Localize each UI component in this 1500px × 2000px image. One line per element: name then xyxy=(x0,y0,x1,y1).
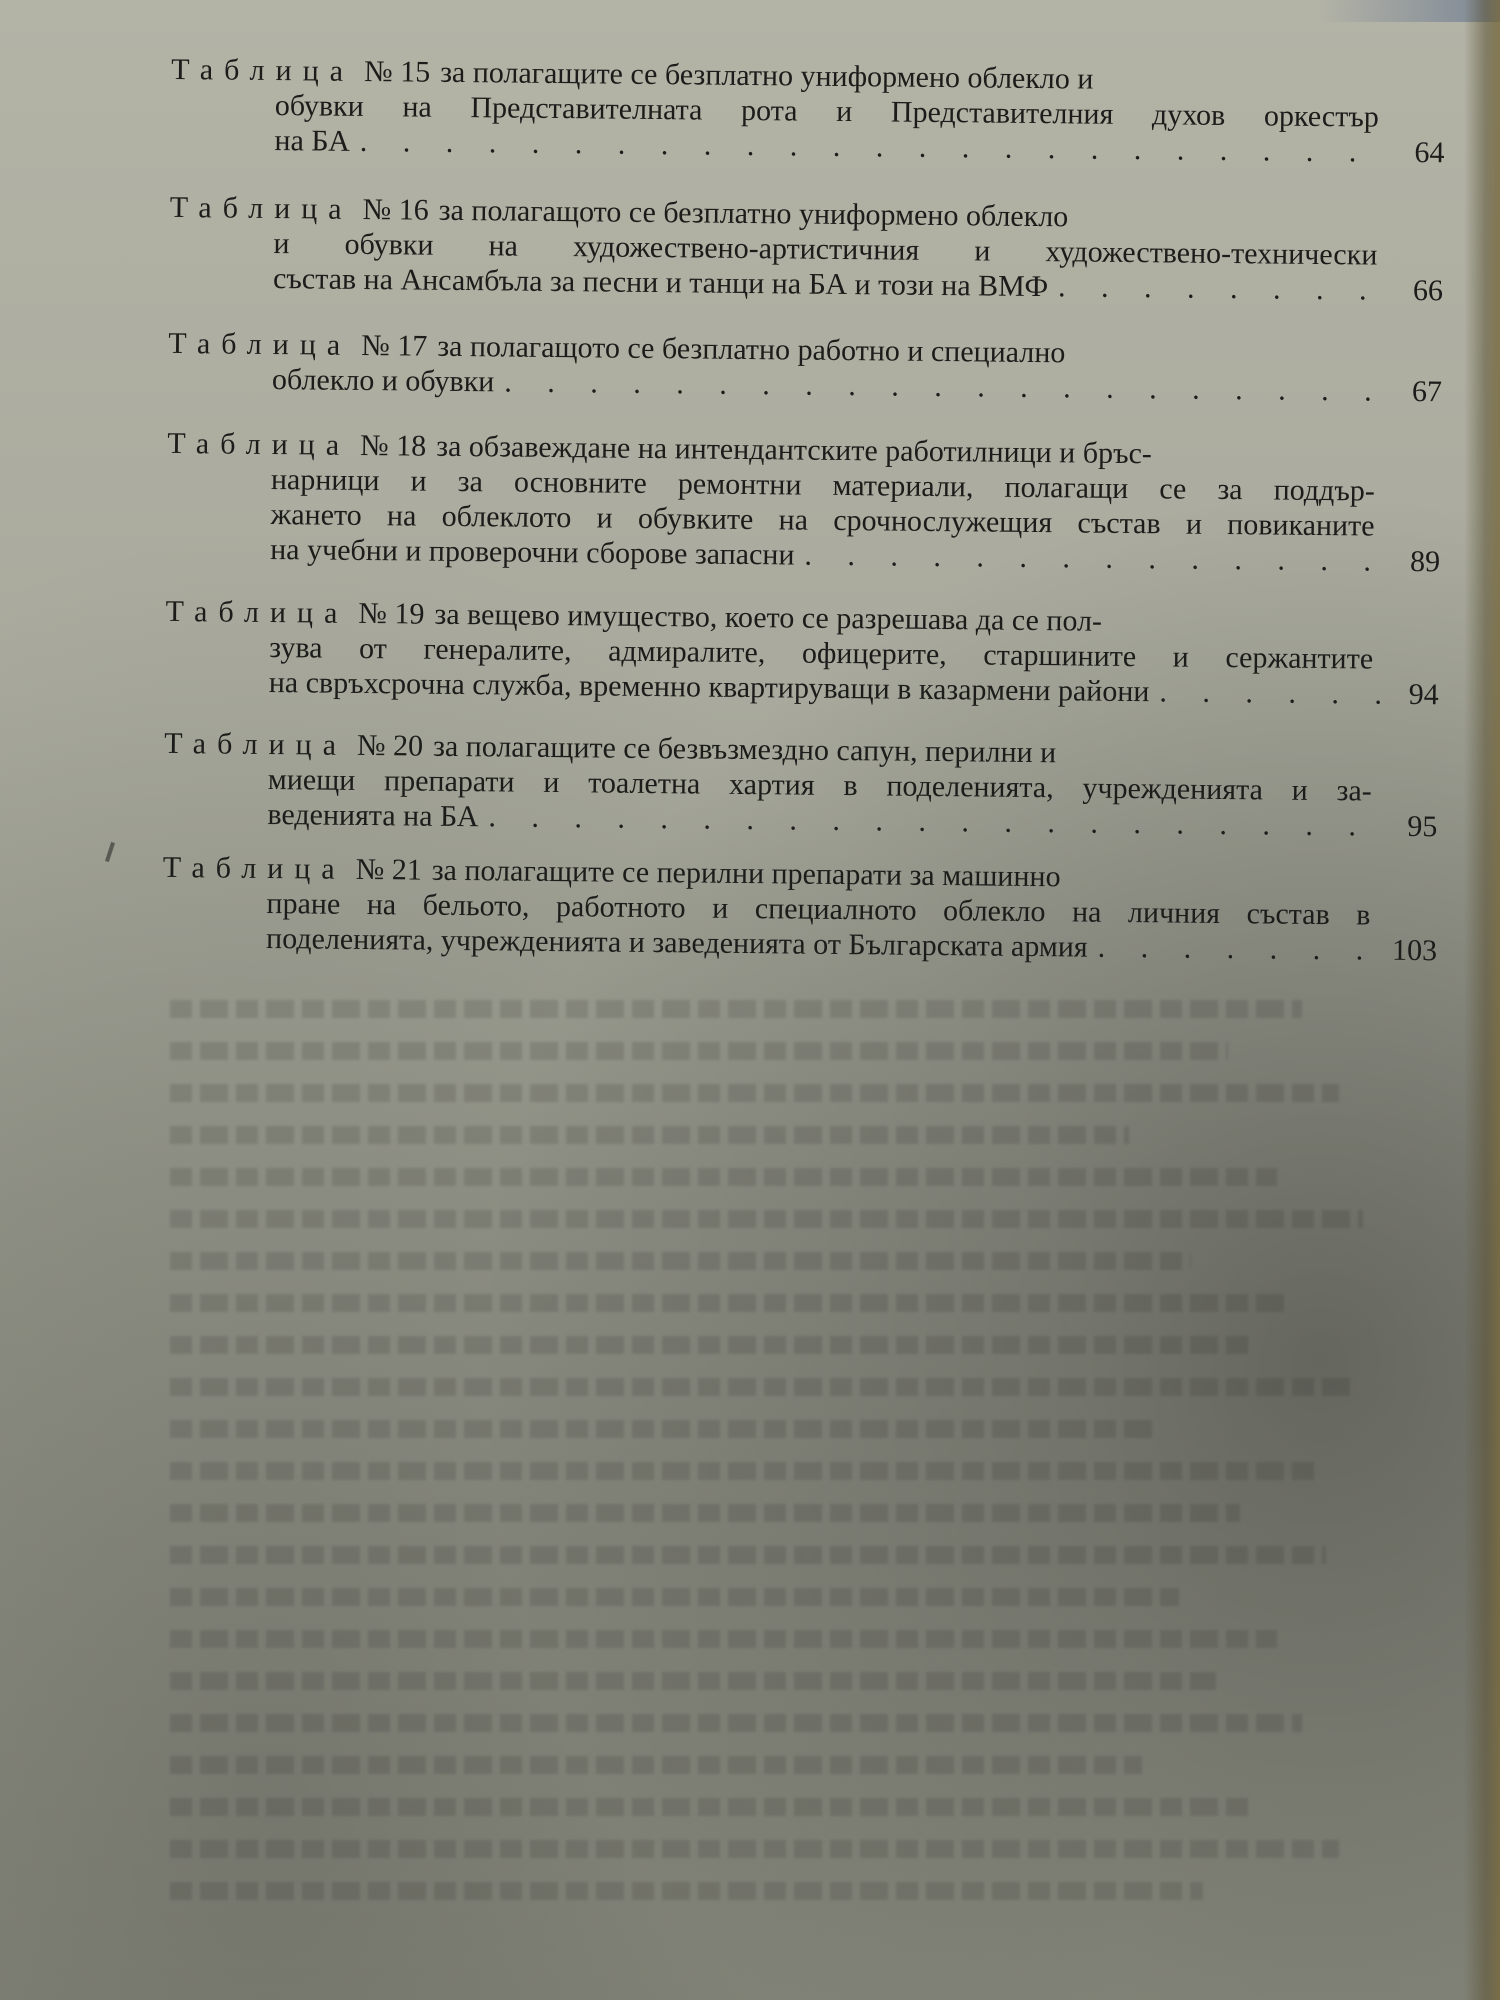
entry-number: № 20 xyxy=(356,728,424,763)
entry-title-start: за полагащите се перилни препарати за машинно xyxy=(431,853,1061,894)
toc-entry xyxy=(166,426,1441,579)
show-through-text xyxy=(170,1000,1400,1960)
entry-title-line: обувки на Представителната рота и Представителния духов оркестър xyxy=(274,89,1379,134)
entry-label: Таблица xyxy=(168,326,352,362)
entry-label: Таблица xyxy=(169,190,353,226)
entry-label: Таблица xyxy=(167,426,351,462)
entry-title-start: за обзавеждане на интендантските работилници и бръс- xyxy=(436,429,1153,471)
entry-label: Таблица xyxy=(171,52,355,88)
page-number: 66 xyxy=(1412,273,1444,308)
entry-title-start: за вещево имущество, което се разрешава да се пол- xyxy=(434,597,1103,638)
toc-entry xyxy=(168,326,1443,409)
toc-entry xyxy=(165,594,1440,712)
entry-title-start: за полагащите се безплатно униформено облекло и xyxy=(439,55,1094,96)
page-number: 67 xyxy=(1411,374,1443,409)
dot-leader xyxy=(1159,674,1385,711)
toc-entry xyxy=(170,52,1445,170)
entry-number: № 16 xyxy=(362,192,429,227)
page-number: 94 xyxy=(1408,677,1439,712)
page-number: 89 xyxy=(1409,544,1441,579)
dot-leader xyxy=(1098,930,1383,968)
page-number: 103 xyxy=(1391,933,1438,968)
entry-title-line: миещи препарати и тоалетна хартия в поделенията, учрежденията и за- xyxy=(267,762,1372,808)
entry-label: Таблица xyxy=(164,726,348,762)
entry-title-line: състав на Ансамбъла за песни и танци на БА и този на ВМФ xyxy=(272,262,1049,304)
entry-title-line: на учебни и проверочни сборове запасни xyxy=(270,533,795,572)
entry-title-line: зува от генералите, адмиралите, офицерите, старшините и сержантите xyxy=(269,631,1374,676)
entry-title-start: за полагащите се безвъзмездно сапун, перилни и xyxy=(432,729,1057,770)
entry-title-line: пране на бельото, работното и специалното облекло на личния състав в xyxy=(266,886,1371,932)
entry-title-line: нарници и за основните ремонтни материали, полагащи се за поддър- xyxy=(270,463,1376,508)
entry-title-line: веденията на БА xyxy=(267,797,479,834)
entry-title-start: за полагащото се безплатно униформено облекло xyxy=(438,193,1069,234)
toc-entry xyxy=(162,850,1437,968)
toc-entry xyxy=(163,726,1438,844)
entry-number: № 21 xyxy=(355,852,422,887)
entry-label: Таблица xyxy=(162,850,346,886)
entry-title-start: за полагащото се безплатно работно и специално xyxy=(437,329,1066,370)
entry-number: № 18 xyxy=(359,428,427,463)
entry-number: № 15 xyxy=(363,54,431,89)
toc-entry xyxy=(169,190,1444,308)
entry-number: № 17 xyxy=(361,328,428,363)
entry-title-line: облекло и обувки xyxy=(271,363,495,399)
entry-title-line: поделенията, учрежденията и заведенията от Българската армия xyxy=(265,921,1088,964)
entry-title-line: и обувки на художествено-артистичния и художествено-технически xyxy=(273,227,1378,272)
page-number: 95 xyxy=(1407,809,1438,844)
entry-title-line: жането на облеклото и обувките на срочнослужещия състав и повиканите xyxy=(270,498,1375,543)
entry-title-line: на БА xyxy=(274,124,351,158)
entry-title-line: на свръхсрочна служба, временно квартируващи в казармени райони xyxy=(268,665,1150,709)
dot-leader xyxy=(1058,269,1389,307)
entry-number: № 19 xyxy=(358,596,425,631)
dot-leader xyxy=(804,538,1386,579)
page-number: 64 xyxy=(1414,135,1445,170)
entry-label: Таблица xyxy=(165,594,349,630)
